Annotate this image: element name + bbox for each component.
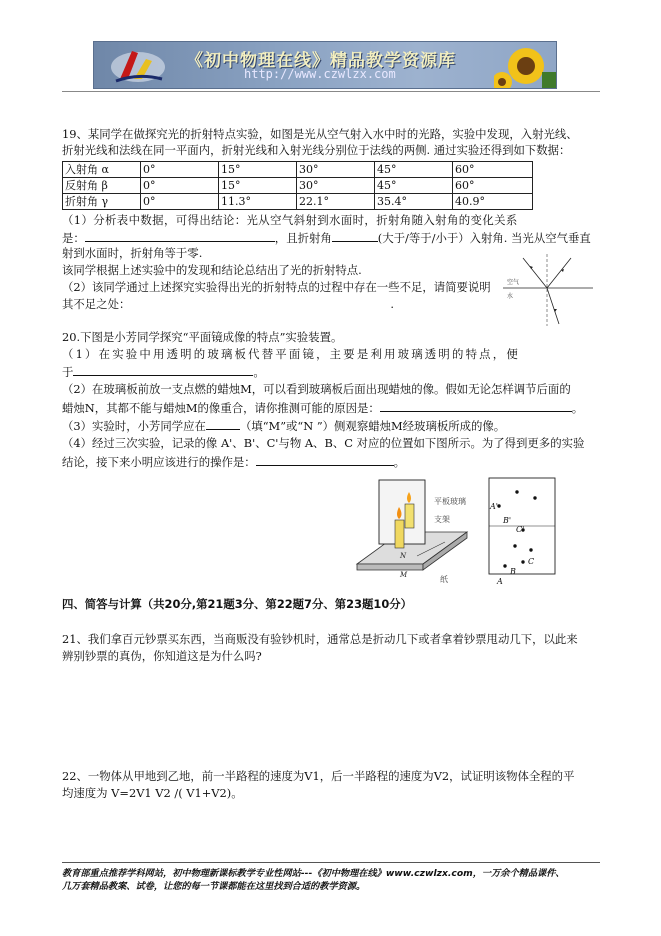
table-cell: 0° <box>141 162 219 178</box>
figure-label-paper: 纸 <box>440 575 448 584</box>
q20-p4-prefix: 结论，接下来小明应该进行的操作是： <box>62 455 256 469</box>
q19-p2-line1: （2）该同学通过上述探究实验得出光的折射特点的过程中存在一些不足，请简要说明 <box>62 280 491 294</box>
q19-p1-line1: （1）分析表中数据，可得出结论：光从空气斜射到水面时，折射角随入射角的变化关系 <box>62 213 518 227</box>
banner-url[interactable]: http://www.czwlzx.com <box>244 67 396 81</box>
figure-label-M: M <box>400 571 408 579</box>
q20-p2-line1: （2）在玻璃板前放一支点燃的蜡烛M，可以看到玻璃板后面出现蜡烛的像。假如无论怎样调节后面的 <box>62 382 571 396</box>
q20-p1-end: 。 <box>253 365 265 379</box>
table-row-header: 入射角 α <box>63 162 141 178</box>
q20-p1-line1: （1）在实验中用透明的玻璃板代替平面镜，主要是利用玻璃透明的特点，便 <box>62 347 520 361</box>
q20-p4-line2 <box>62 454 405 470</box>
q19-p2-line2 <box>62 297 394 312</box>
q19-p2-end: . <box>390 297 394 311</box>
table-cell: 15° <box>219 162 297 178</box>
q22-line2: 均速度为 V=2V1 V2 /( V1+V2)。 <box>62 786 243 800</box>
table-cell: 0° <box>141 194 219 210</box>
q19-p1-mid: ，且折射角 <box>274 231 332 245</box>
q19-data-table <box>62 161 533 210</box>
table-row <box>63 194 533 210</box>
q19-answer-blank-compare[interactable] <box>332 230 378 242</box>
label-C: C <box>528 557 535 566</box>
label-C-prime: C' <box>516 525 525 534</box>
diagram-label-air: 空气 <box>507 279 520 286</box>
table-cell: 30° <box>297 162 375 178</box>
label-B-prime: B' <box>503 516 512 525</box>
q19-intro-line1: 19、某同学在做探究光的折射特点实验，如图是光从空气射入水中时的光路，实验中发现，入射光线、 <box>62 127 578 141</box>
q20-p4-line1: （4）经过三次实验，记录的像 A'、B'、C'与物 A、B、C 对应的位置如下图所示。为了得到更多的实验 <box>62 436 585 450</box>
q19-answer-blank-deficiency[interactable] <box>130 297 390 308</box>
label-A: A <box>497 577 503 586</box>
q20-p3 <box>62 418 505 434</box>
footer-line1: 教育部重点推荐学科网站，初中物理新课标教学专业性网站---《初中物理在线》www.czwlzx.com，一万余个精品课件、 <box>62 868 565 879</box>
q20-p1-line2 <box>62 364 265 380</box>
label-B: B <box>510 567 516 576</box>
q20-answer-blank-side[interactable] <box>206 418 240 430</box>
q20-answer-blank-reason[interactable] <box>380 400 572 412</box>
sunflower-icon <box>494 42 556 88</box>
table-row <box>63 178 533 194</box>
q19-p2-prefix: 其不足之处： <box>62 297 131 311</box>
mirror-experiment-figure <box>355 476 473 584</box>
q20-p3-suffix: （填“M”或“N ”）侧观察蜡烛M经玻璃板所成的像。 <box>239 419 506 433</box>
footer-line2: 几万套精品教案、试卷，让您的每一节课都能在这里找到合适的教学资源。 <box>62 881 366 892</box>
table-row-header: 反射角 β <box>63 178 141 194</box>
q19-answer-blank-relation[interactable] <box>85 230 275 242</box>
table-cell: 35.4° <box>375 194 453 210</box>
q20-p1-prefix: 于 <box>62 365 74 379</box>
q20-p4-end: 。 <box>393 455 406 469</box>
table-cell: 30° <box>297 178 375 194</box>
q19-intro-line2: 折射光线和法线在同一平面内，折射光线和入射光线分别位于法线的两侧. 通过实验还得到如下数据： <box>62 143 571 157</box>
figure-label-support: 支架 <box>434 515 450 524</box>
table-cell: 45° <box>375 178 453 194</box>
table-row-header: 折射角 γ <box>63 194 141 210</box>
q21-line1: 21、我们拿百元钞票买东西，当商贩没有验钞机时，通常总是折动几下或者拿着钞票甩动几下，以此来 <box>62 632 578 646</box>
table-cell: 11.3° <box>219 194 297 210</box>
banner-title: 《初中物理在线》精品教学资源库 <box>186 51 456 71</box>
q20-p3-prefix: （3）实验时，小芳同学应在 <box>62 419 206 433</box>
q20-p2-prefix: 蜡烛N，其都不能与蜡烛M的像重合，请你推测可能的原因是： <box>62 401 380 415</box>
header-banner <box>93 41 557 89</box>
refraction-diagram <box>503 252 595 328</box>
table-cell: 60° <box>453 162 533 178</box>
table-cell: 60° <box>453 178 533 194</box>
q19-p1-option: (大于/等于/小于）入射角. 当光从空气垂直 <box>377 231 591 245</box>
q19-p1-line4: 该同学根据上述实验中的发现和结论总结出了光的折射特点. <box>62 263 362 277</box>
q20-intro: 20.下图是小芳同学探究“平面镜成像的特点”实验装置。 <box>62 330 343 344</box>
footer-divider <box>62 862 600 863</box>
q19-p1-line2 <box>62 230 591 246</box>
header-divider <box>62 91 600 92</box>
figure-label-N: N <box>400 552 407 560</box>
diagram-label-water: 水 <box>507 293 514 300</box>
table-row <box>63 162 533 178</box>
q22-line1: 22、一物体从甲地到乙地，前一半路程的速度为V1，后一半路程的速度为V2，试证明该物体全程的平 <box>62 769 575 783</box>
section4-heading: 四、简答与计算（共20分,第21题3分、第22题7分、第23题10分） <box>62 597 413 611</box>
site-logo-icon <box>108 45 166 85</box>
table-cell: 22.1° <box>297 194 375 210</box>
table-cell: 40.9° <box>453 194 533 210</box>
label-A-prime: A' <box>490 502 498 511</box>
q19-p1-prefix: 是： <box>62 231 85 245</box>
table-cell: 45° <box>375 162 453 178</box>
table-cell: 15° <box>219 178 297 194</box>
q20-answer-blank-purpose[interactable] <box>73 364 253 376</box>
q21-line2: 辨别钞票的真伪，你知道这是为什么吗? <box>62 649 262 663</box>
q20-p2-end: 。 <box>571 401 584 415</box>
q20-answer-blank-operation[interactable] <box>256 454 394 466</box>
q20-p2-line2 <box>62 400 583 416</box>
q19-p1-line3: 射到水面时，折射角等于零. <box>62 246 203 260</box>
table-cell: 0° <box>141 178 219 194</box>
figure-label-glass: 平板玻璃 <box>434 497 466 506</box>
